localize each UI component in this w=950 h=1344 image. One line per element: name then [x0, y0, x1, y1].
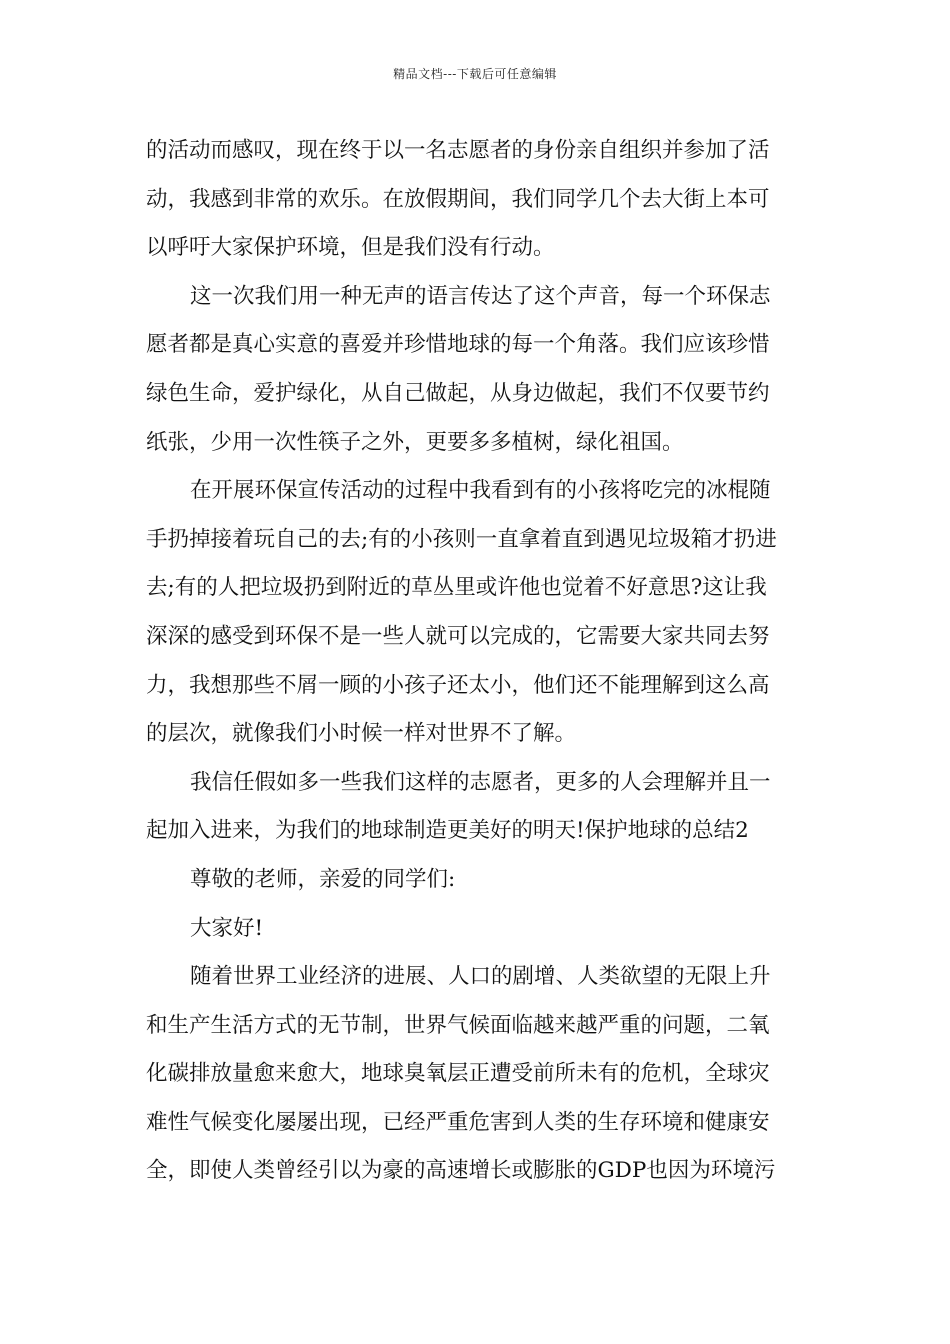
text-line: 深深的感受到环保不是一些人就可以完成的，它需要大家共同去努: [146, 623, 770, 649]
text-line: 的层次，就像我们小时候一样对世界不了解。: [146, 721, 577, 747]
text-line: 手扔掉接着玩自己的去;有的小孩则一直拿着直到遇见垃圾箱才扔进: [146, 526, 777, 552]
text-line: 起加入进来，为我们的地球制造更美好的明天!保护地球的总结2: [146, 818, 749, 844]
text-line: 绿色生命，爱护绿化，从自己做起，从身边做起，我们不仅要节约: [146, 380, 770, 406]
text-line: 全，即使人类曾经引以为豪的高速增长或膨胀的GDP也因为环境污: [146, 1158, 776, 1184]
text-line: 动，我感到非常的欢乐。在放假期间，我们同学几个去大街上本可: [146, 186, 770, 212]
text-line: 我信任假如多一些我们这样的志愿者，更多的人会理解并且一: [190, 769, 771, 795]
text-line: 纸张，少用一次性筷子之外，更要多多植树，绿化祖国。: [146, 429, 684, 455]
text-line: 在开展环保宣传活动的过程中我看到有的小孩将吃完的冰棍随: [190, 478, 771, 504]
page-header: 精品文档---下载后可任意编辑: [393, 67, 557, 81]
text-line: 去;有的人把垃圾扔到附近的草丛里或许他也觉着不好意思?这让我: [146, 575, 767, 601]
text-line: 这一次我们用一种无声的语言传达了这个声音，每一个环保志: [190, 283, 771, 309]
document-body: [146, 127, 806, 1196]
text-line: 和生产生活方式的无节制，世界气候面临越来越严重的问题，二氧: [146, 1012, 770, 1038]
text-line: 力，我想那些不屑一顾的小孩子还太小，他们还不能理解到这么高: [146, 672, 770, 698]
text-line: 化碳排放量愈来愈大，地球臭氧层正遭受前所未有的危机，全球灾: [146, 1061, 770, 1087]
text-line: 以呼吁大家保护环境，但是我们没有行动。: [146, 235, 555, 261]
text-line: 愿者都是真心实意的喜爱并珍惜地球的每一个角落。我们应该珍惜: [146, 332, 770, 358]
text-line: 尊敬的老师，亲爱的同学们:: [190, 866, 456, 892]
text-line: 随着世界工业经济的进展、人口的剧增、人类欲望的无限上升: [190, 964, 771, 990]
text-line: 难性气候变化屡屡出现，已经严重危害到人类的生存环境和健康安: [146, 1109, 770, 1135]
text-line: 的活动而感叹，现在终于以一名志愿者的身份亲自组织并参加了活: [146, 138, 770, 163]
text-line: 大家好!: [190, 915, 264, 941]
